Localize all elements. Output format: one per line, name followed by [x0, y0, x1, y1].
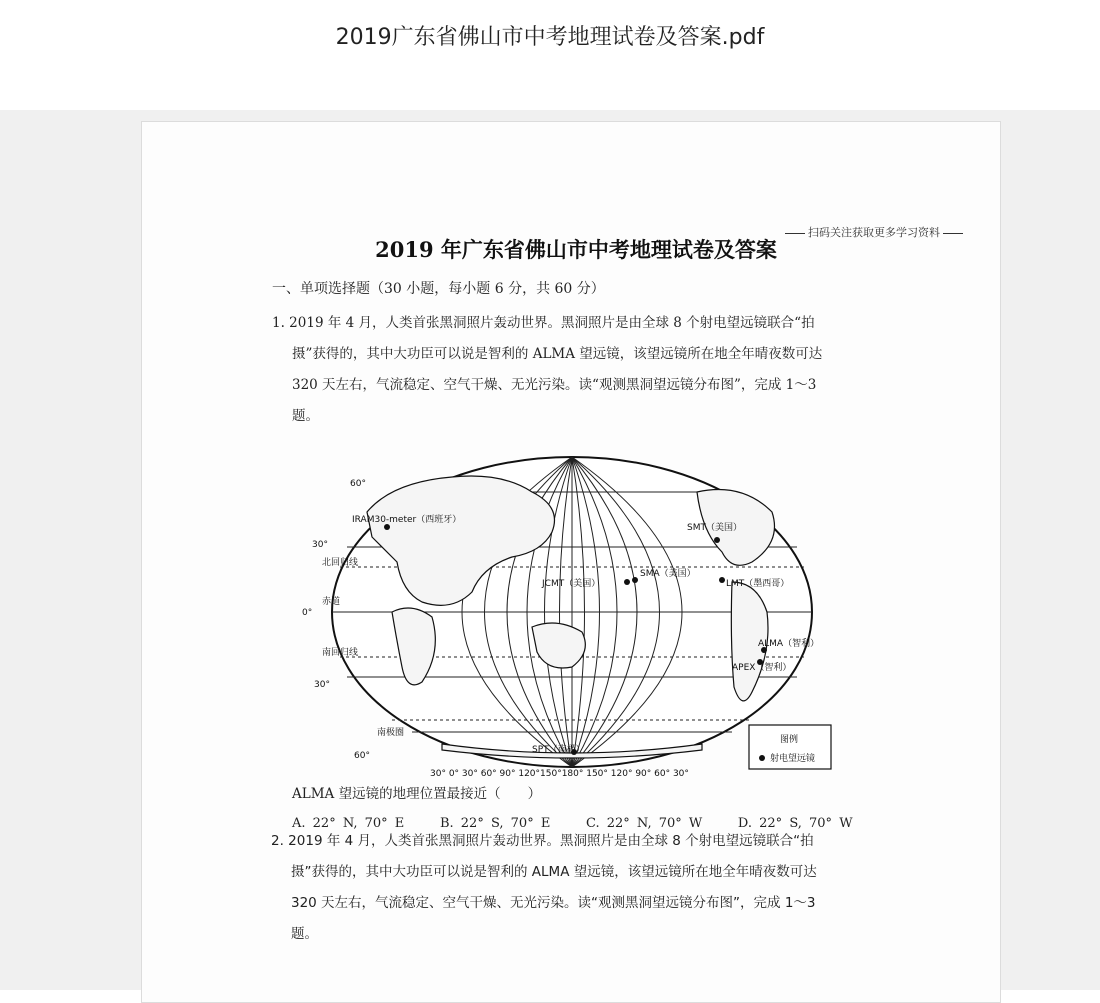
document-title: 2019 年广东省佛山市中考地理试卷及答案	[375, 237, 777, 262]
equator-label: 赤道	[322, 597, 341, 607]
lat-label: 60°	[354, 751, 370, 761]
question-2	[271, 826, 891, 950]
station-label: SMA（美国）	[640, 569, 696, 579]
answer-options: A. 22° N, 70° E B. 22° S, 70° E C. 22° N, 70° W D. 22° S, 70° W	[292, 816, 853, 831]
lat-label: 30°	[312, 540, 328, 550]
station-label: SPT（南极）	[532, 745, 585, 755]
antarctic-circle-label: 南极圈	[377, 728, 405, 738]
station-label: APEX（智利）	[732, 663, 792, 673]
tropic-capricorn-label: 南回归线	[322, 648, 359, 658]
question-line: 1. 2019 年 4 月，人类首张黑洞照片轰动世界。黑洞照片是由全球 8 个射电望远镜联合“拍	[272, 315, 815, 331]
legend-item: 射电望远镜	[770, 754, 816, 764]
question-line: 2. 2019 年 4 月，人类首张黑洞照片轰动世界。黑洞照片是由全球 8 个射电望远镜联合“拍	[271, 833, 814, 849]
section-heading: 一、单项选择题（30 小题，每小题 6 分，共 60 分）	[272, 281, 605, 297]
station-label: IRAM30-meter（西班牙）	[352, 515, 462, 525]
station-label: ALMA（智利）	[758, 639, 820, 649]
tropic-cancer-label: 北回归线	[322, 558, 359, 568]
lat-label: 60°	[350, 479, 366, 489]
file-title: 2019广东省佛山市中考地理试卷及答案.pdf	[335, 25, 765, 50]
question-line: 320 天左右，气流稳定、空气干燥、无光污染。读“观测黑洞望远镜分布图”，完成 1～3	[292, 377, 817, 393]
map-figure	[302, 452, 862, 782]
telescope-map	[302, 452, 862, 782]
question-line: 题。	[291, 926, 318, 942]
viewer-header	[0, 0, 1100, 110]
station-label: JCMT（美国）	[542, 579, 601, 589]
lon-labels: 30° 0° 30° 60° 90° 120°150°180° 150° 120° 90° 60° 30°	[430, 769, 689, 779]
question-line: 320 天左右，气流稳定、空气干燥、无光污染。读“观测黑洞望远镜分布图”，完成 1～3	[291, 895, 816, 911]
question-1	[272, 308, 892, 432]
station-label: SMT（美国）	[687, 523, 742, 533]
map-legend	[749, 725, 831, 769]
question-stem: ALMA 望远镜的地理位置最接近（ ）	[292, 786, 542, 802]
legend-title: 图例	[780, 735, 799, 745]
question-line: 摄”获得的，其中大功臣可以说是智利的 ALMA 望远镜，该望远镜所在地全年晴夜数可达	[291, 864, 817, 880]
station-label: LMT（墨西哥）	[726, 579, 790, 589]
scan-note: 扫码关注获取更多学习资料	[782, 224, 982, 240]
question-line: 题。	[292, 408, 319, 424]
question-line: 摄”获得的，其中大功臣可以说是智利的 ALMA 望远镜，该望远镜所在地全年晴夜数可达	[292, 346, 823, 362]
lat-label: 30°	[314, 680, 330, 690]
lat-label: 0°	[302, 608, 313, 618]
